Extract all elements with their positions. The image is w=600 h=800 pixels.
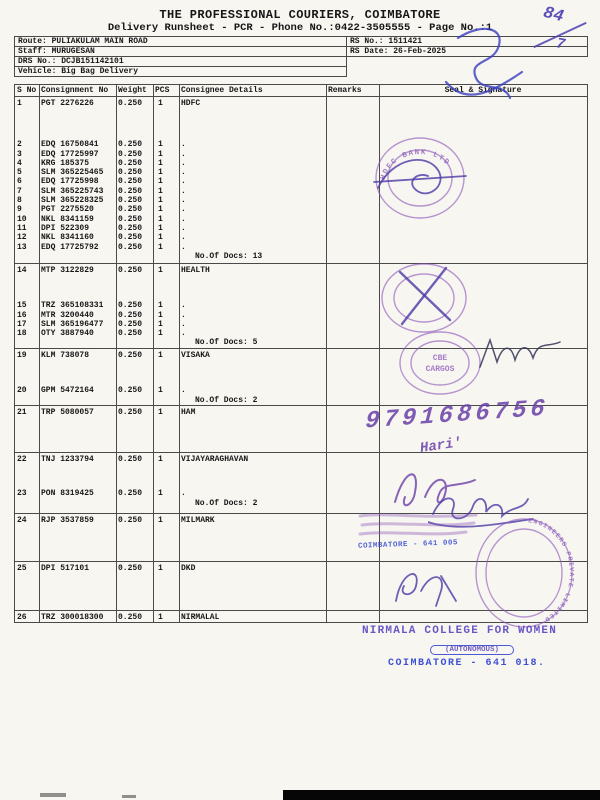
cell-sno: 13 bbox=[17, 242, 27, 252]
cell-rem bbox=[326, 351, 379, 360]
cell-cn: SLM 365228325 bbox=[41, 196, 104, 206]
cell-sno: 25 bbox=[17, 564, 27, 573]
cell-pcs: 1 bbox=[158, 214, 163, 224]
cell-cn: DPI 517101 bbox=[41, 564, 90, 573]
cell-rem bbox=[326, 311, 379, 320]
cell-wt: 0.250 bbox=[118, 319, 143, 329]
table-row bbox=[15, 301, 587, 310]
cell-wt: 0.250 bbox=[118, 168, 143, 178]
cell-cons: . bbox=[181, 186, 186, 196]
scan-artifact-bar bbox=[283, 790, 600, 800]
cell-sno: 23 bbox=[17, 489, 27, 499]
cell-cons: . bbox=[181, 319, 186, 329]
cell-wt: 0.250 bbox=[118, 158, 143, 168]
handwritten-page-mark-top: 84 bbox=[541, 3, 566, 28]
cell-cn: NKL 8341160 bbox=[41, 233, 94, 243]
cell-pcs: 1 bbox=[158, 455, 163, 464]
cell-pcs: 1 bbox=[158, 613, 163, 622]
cell-sno: 3 bbox=[17, 149, 22, 159]
nirmala-stamp-line3: COIMBATORE - 641 018. bbox=[388, 658, 546, 669]
docs-count-note: No.Of Docs: 5 bbox=[195, 338, 258, 348]
nirmala-stamp-line1: NIRMALA COLLEGE FOR WOMEN bbox=[362, 625, 558, 637]
table-row bbox=[15, 224, 587, 233]
cell-sno: 5 bbox=[17, 168, 22, 178]
cell-wt: 0.250 bbox=[118, 242, 143, 252]
table-row bbox=[15, 140, 587, 149]
cell-cons: VIJAYARAGHAVAN bbox=[181, 455, 249, 464]
cell-cons: . bbox=[181, 158, 186, 168]
cell-rem bbox=[326, 386, 379, 395]
table-row bbox=[15, 205, 587, 214]
cell-wt: 0.250 bbox=[118, 149, 143, 159]
cell-cn: DPI 522309 bbox=[41, 223, 90, 233]
cell-cn: NKL 8341159 bbox=[41, 214, 94, 224]
cell-wt: 0.250 bbox=[118, 386, 143, 396]
cell-pcs: 1 bbox=[158, 386, 163, 396]
cell-pcs: 1 bbox=[158, 351, 163, 360]
cell-pcs: 1 bbox=[158, 186, 163, 196]
cell-sno: 18 bbox=[17, 329, 27, 339]
cell-wt: 0.250 bbox=[118, 408, 143, 417]
cell-pcs: 1 bbox=[158, 242, 163, 252]
cell-cons: NIRMALAL bbox=[181, 613, 220, 622]
cell-sno: 16 bbox=[17, 310, 27, 320]
document-title: THE PROFESSIONAL COURIERS, COIMBATORE bbox=[159, 8, 441, 22]
hdfc-bank-stamp bbox=[372, 134, 468, 222]
cell-cons: . bbox=[181, 196, 186, 206]
cell-wt: 0.250 bbox=[118, 455, 143, 464]
svg-text:ENGINEERS PRIVATE LIMITED bbox=[528, 517, 575, 623]
cell-cons: DKD bbox=[181, 564, 196, 573]
engineers-stamp-text: ENGINEERS PRIVATE LIMITED bbox=[527, 517, 576, 624]
cell-cn: SLM 365225743 bbox=[41, 186, 104, 196]
cell-cn: SLM 365196477 bbox=[41, 319, 104, 329]
cell-cons: HAM bbox=[181, 408, 196, 417]
nirmala-stamp-line2: (AUTONOMOUS) bbox=[430, 645, 514, 655]
cell-cn: EDQ 17725792 bbox=[41, 242, 99, 252]
table-row bbox=[15, 233, 587, 242]
cell-sno: 15 bbox=[17, 301, 27, 311]
col-remarks: Remarks bbox=[328, 86, 362, 95]
cell-rem bbox=[326, 329, 379, 338]
cell-cons: . bbox=[181, 329, 186, 339]
table-row bbox=[15, 243, 587, 252]
cell-pcs: 1 bbox=[158, 233, 163, 243]
milmark-stamp-city: COIMBATORE - 641 005 bbox=[357, 539, 459, 551]
cell-seal bbox=[379, 224, 587, 233]
cell-cons: HEALTH bbox=[181, 266, 210, 275]
cell-pcs: 1 bbox=[158, 223, 163, 233]
cell-cn: EDQ 16750841 bbox=[41, 140, 99, 150]
cell-cons: . bbox=[181, 310, 186, 320]
drs-no-field: DRS No.: DCJB151142101 bbox=[14, 56, 347, 67]
cell-sno: 14 bbox=[17, 266, 27, 275]
cell-cn: MTR 3200440 bbox=[41, 310, 94, 320]
cell-cons: VISAKA bbox=[181, 351, 210, 360]
cell-cn: PON 8319425 bbox=[41, 489, 94, 499]
rs-date-field: RS Date: 26-Feb-2025 bbox=[346, 46, 588, 57]
cell-sno: 26 bbox=[17, 613, 27, 622]
cell-pcs: 1 bbox=[158, 516, 163, 525]
cell-cons: . bbox=[181, 489, 186, 499]
cell-wt: 0.250 bbox=[118, 233, 143, 243]
cell-cn: GPM 5472164 bbox=[41, 386, 94, 396]
cell-sno: 17 bbox=[17, 319, 27, 329]
signature-dkd bbox=[386, 556, 464, 612]
cell-wt: 0.250 bbox=[118, 310, 143, 320]
rs-no-field: RS No.: 1511421 bbox=[346, 36, 588, 47]
cell-sno: 22 bbox=[17, 455, 27, 464]
cell-cons: . bbox=[181, 386, 186, 396]
column-divider bbox=[116, 85, 117, 622]
cell-sno: 19 bbox=[17, 351, 27, 360]
cell-wt: 0.250 bbox=[118, 140, 143, 150]
cell-sno: 2 bbox=[17, 140, 22, 150]
table-row bbox=[15, 455, 587, 464]
scan-artifact-dash bbox=[122, 795, 136, 798]
column-divider bbox=[153, 85, 154, 622]
cell-wt: 0.250 bbox=[118, 214, 143, 224]
cell-pcs: 1 bbox=[158, 564, 163, 573]
cell-cn: TRZ 365108331 bbox=[41, 301, 104, 311]
table-row bbox=[15, 196, 587, 205]
cell-cn: MTP 3122829 bbox=[41, 266, 94, 275]
cell-wt: 0.250 bbox=[118, 266, 143, 275]
cell-cons: . bbox=[181, 214, 186, 224]
vehicle-field: Vehicle: Big Bag Delivery bbox=[14, 66, 347, 77]
cell-seal bbox=[379, 233, 587, 242]
cell-sno: 4 bbox=[17, 158, 22, 168]
cell-wt: 0.250 bbox=[118, 205, 143, 215]
cell-pcs: 1 bbox=[158, 319, 163, 329]
cell-cn: EDQ 17725997 bbox=[41, 149, 99, 159]
cell-rem bbox=[326, 233, 379, 242]
cell-cn: OTY 3887940 bbox=[41, 329, 94, 339]
handwritten-phone-number: 9791686756 bbox=[364, 395, 550, 436]
document-subtitle: Delivery Runsheet - PCR - Phone No.:0422-3505555 - Page No.:1 bbox=[107, 22, 493, 34]
docs-count-note: No.Of Docs: 2 bbox=[195, 395, 258, 405]
cell-cons: HDFC bbox=[181, 99, 201, 108]
cell-sno: 9 bbox=[17, 205, 22, 215]
cell-sno: 1 bbox=[17, 99, 22, 108]
cell-rem bbox=[326, 99, 379, 108]
cell-rem bbox=[326, 613, 379, 622]
column-divider bbox=[326, 85, 327, 622]
visaka-stamp-text-top: CBE bbox=[432, 354, 448, 363]
cell-pcs: 1 bbox=[158, 310, 163, 320]
col-weight: Weight bbox=[118, 86, 147, 95]
cell-cn: KLM 738078 bbox=[41, 351, 90, 360]
docs-count-note: No.Of Docs: 2 bbox=[195, 498, 258, 508]
signature-top-right bbox=[438, 20, 530, 112]
cell-rem bbox=[326, 301, 379, 310]
cell-cons: . bbox=[181, 140, 186, 150]
column-divider bbox=[179, 85, 180, 622]
signature-visaka bbox=[475, 332, 565, 377]
staff-field: Staff: MURUGESAN bbox=[14, 46, 347, 57]
cell-cn: RJP 3537859 bbox=[41, 516, 94, 525]
visaka-stamp-text-bottom: CARGOS bbox=[425, 365, 455, 374]
cell-wt: 0.250 bbox=[118, 99, 143, 108]
cell-wt: 0.250 bbox=[118, 564, 143, 573]
engineers-oval-stamp bbox=[468, 514, 580, 632]
hdfc-stamp-text: HDFC BANK LTD bbox=[379, 148, 452, 181]
cell-wt: 0.250 bbox=[118, 186, 143, 196]
consignee-group bbox=[15, 97, 587, 263]
cell-cn: EDQ 17725998 bbox=[41, 177, 99, 187]
cell-rem bbox=[326, 266, 379, 275]
col-consignment-no: Consignment No bbox=[41, 86, 109, 95]
cell-wt: 0.250 bbox=[118, 516, 143, 525]
table-row bbox=[15, 266, 587, 275]
cell-wt: 0.250 bbox=[118, 196, 143, 206]
table-row bbox=[15, 159, 587, 168]
cell-cons: . bbox=[181, 149, 186, 159]
cell-cn: PGT 2275520 bbox=[41, 205, 94, 215]
table-row bbox=[15, 187, 587, 196]
cell-wt: 0.250 bbox=[118, 177, 143, 187]
cell-sno: 11 bbox=[17, 223, 27, 233]
cell-rem bbox=[326, 489, 379, 498]
table-row bbox=[15, 177, 587, 186]
cell-pcs: 1 bbox=[158, 301, 163, 311]
col-seal-signature: Seal & Signature bbox=[444, 86, 522, 95]
col-sno: S No bbox=[17, 86, 37, 95]
cell-cn: KRG 185375 bbox=[41, 158, 90, 168]
cell-sno: 21 bbox=[17, 408, 27, 417]
cell-sno: 6 bbox=[17, 177, 22, 187]
cell-cons: . bbox=[181, 233, 186, 243]
cell-cons: . bbox=[181, 205, 186, 215]
cell-wt: 0.250 bbox=[118, 489, 143, 499]
cell-wt: 0.250 bbox=[118, 613, 143, 622]
cell-pcs: 1 bbox=[158, 196, 163, 206]
cell-cn: SLM 365225465 bbox=[41, 168, 104, 178]
cell-sno: 10 bbox=[17, 214, 27, 224]
cell-rem bbox=[326, 564, 379, 573]
column-divider bbox=[39, 85, 40, 622]
cell-cn: TRZ 300018300 bbox=[41, 613, 104, 622]
cell-pcs: 1 bbox=[158, 408, 163, 417]
cell-wt: 0.250 bbox=[118, 301, 143, 311]
nirmala-college-stamp bbox=[362, 625, 557, 669]
cell-wt: 0.250 bbox=[118, 223, 143, 233]
cell-rem bbox=[326, 243, 379, 252]
cell-cons: MILMARK bbox=[181, 516, 215, 525]
health-stamp bbox=[376, 258, 472, 338]
handwritten-page-mark-bottom: 7 bbox=[554, 35, 567, 54]
cell-pcs: 1 bbox=[158, 205, 163, 215]
table-row bbox=[15, 215, 587, 224]
cell-wt: 0.250 bbox=[118, 329, 143, 339]
table-row bbox=[15, 150, 587, 159]
cell-pcs: 1 bbox=[158, 489, 163, 499]
cell-cn: TNJ 1233794 bbox=[41, 455, 94, 464]
cell-cons: . bbox=[181, 223, 186, 233]
cell-rem bbox=[326, 224, 379, 233]
docs-count-note: No.Of Docs: 13 bbox=[195, 251, 263, 261]
cell-sno: 24 bbox=[17, 516, 27, 525]
cell-sno: 20 bbox=[17, 386, 27, 396]
cell-rem bbox=[326, 320, 379, 329]
visaka-stamp bbox=[396, 328, 484, 398]
cell-pcs: 1 bbox=[158, 149, 163, 159]
cell-cons: . bbox=[181, 301, 186, 311]
cell-pcs: 1 bbox=[158, 329, 163, 339]
cell-pcs: 1 bbox=[158, 158, 163, 168]
cell-cons: . bbox=[181, 177, 186, 187]
cell-rem bbox=[326, 455, 379, 464]
cell-seal bbox=[379, 243, 587, 252]
cell-cons: . bbox=[181, 168, 186, 178]
col-consignee-details: Consignee Details bbox=[181, 86, 263, 95]
cell-sno: 7 bbox=[17, 186, 22, 196]
cell-pcs: 1 bbox=[158, 99, 163, 108]
table-row bbox=[15, 320, 587, 329]
scan-artifact-dash bbox=[40, 793, 66, 797]
cell-sno: 12 bbox=[17, 233, 27, 243]
table-row bbox=[15, 311, 587, 320]
cell-sno: 8 bbox=[17, 196, 22, 206]
col-pcs: PCS bbox=[155, 86, 170, 95]
handwritten-hari: Hari' bbox=[419, 435, 463, 457]
table-row bbox=[15, 386, 587, 395]
cell-wt: 0.250 bbox=[118, 351, 143, 360]
cell-pcs: 1 bbox=[158, 140, 163, 150]
cell-pcs: 1 bbox=[158, 168, 163, 178]
route-field: Route: PULIAKULAM MAIN ROAD bbox=[14, 36, 347, 47]
cell-cn: PGT 2276226 bbox=[41, 99, 94, 108]
cell-pcs: 1 bbox=[158, 177, 163, 187]
cell-pcs: 1 bbox=[158, 266, 163, 275]
cell-cons: . bbox=[181, 242, 186, 252]
table-row bbox=[15, 168, 587, 177]
cell-cn: TRP 5080057 bbox=[41, 408, 94, 417]
